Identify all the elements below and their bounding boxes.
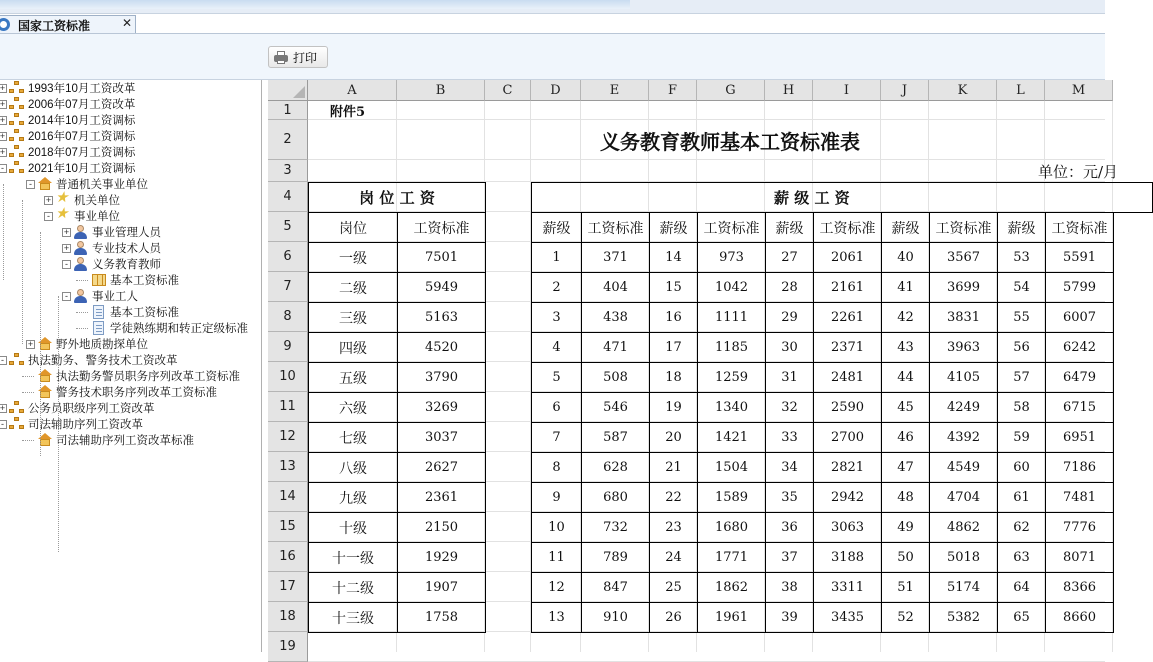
grade-level-cell[interactable]: 55 bbox=[997, 302, 1046, 333]
grade-wage-cell[interactable]: 4392 bbox=[929, 422, 998, 453]
row-header[interactable]: 14 bbox=[268, 482, 308, 512]
post-name-cell[interactable]: 四级 bbox=[308, 332, 398, 363]
table-icon bbox=[91, 273, 107, 287]
grade-wage-cell[interactable]: 2481 bbox=[813, 362, 882, 393]
grade-wage-cell[interactable]: 8071 bbox=[1045, 542, 1114, 573]
grade-wage-cell[interactable]: 8366 bbox=[1045, 572, 1114, 603]
grade-level-cell[interactable]: 9 bbox=[531, 482, 582, 513]
expand-icon[interactable]: + bbox=[0, 98, 6, 109]
tree-node[interactable] bbox=[0, 400, 155, 416]
grade-level-cell[interactable]: 45 bbox=[881, 392, 930, 423]
tree-node[interactable] bbox=[0, 128, 135, 144]
org-icon bbox=[9, 97, 25, 111]
grade-level-cell[interactable]: 15 bbox=[649, 272, 698, 303]
grade-level-cell[interactable]: 44 bbox=[881, 362, 930, 393]
print-button[interactable] bbox=[268, 46, 328, 68]
grade-wage-cell[interactable]: 508 bbox=[581, 362, 650, 393]
grade-wage-cell[interactable]: 471 bbox=[581, 332, 650, 363]
grade-level-cell[interactable]: 22 bbox=[649, 482, 698, 513]
grade-wage-cell[interactable]: 3063 bbox=[813, 512, 882, 543]
grade-level-cell[interactable]: 17 bbox=[649, 332, 698, 363]
tree-node-label: 事业工人 bbox=[92, 291, 138, 303]
grade-level-cell[interactable]: 8 bbox=[531, 452, 582, 483]
column-header[interactable]: F bbox=[649, 80, 697, 101]
collapse-icon[interactable]: - bbox=[26, 180, 35, 189]
post-wage-cell[interactable]: 1929 bbox=[397, 542, 486, 573]
tree-node-label: 事业单位 bbox=[74, 211, 120, 223]
grade-wage-cell[interactable]: 6479 bbox=[1045, 362, 1114, 393]
tree-node-label: 学徒熟练期和转正定级标准 bbox=[110, 323, 248, 335]
grade-wage-cell[interactable]: 438 bbox=[581, 302, 650, 333]
grade-wage-cell[interactable]: 1589 bbox=[697, 482, 766, 513]
row-header[interactable]: 8 bbox=[268, 302, 308, 332]
navigation-tree bbox=[0, 80, 262, 652]
grade-level-cell[interactable]: 5 bbox=[531, 362, 582, 393]
grade-level-cell[interactable]: 24 bbox=[649, 542, 698, 573]
expand-icon[interactable]: + bbox=[63, 226, 70, 237]
tab-national-wage-standard[interactable] bbox=[0, 15, 136, 33]
grade-wage-cell[interactable]: 847 bbox=[581, 572, 650, 603]
grade-wage-cell[interactable]: 2161 bbox=[813, 272, 882, 303]
grade-wage-cell[interactable]: 1340 bbox=[697, 392, 766, 423]
grade-level-cell[interactable]: 27 bbox=[765, 242, 814, 273]
grade-wage-cell[interactable]: 5174 bbox=[929, 572, 998, 603]
grade-level-cell[interactable]: 65 bbox=[997, 602, 1046, 633]
grade-wage-cell[interactable]: 8660 bbox=[1045, 602, 1114, 633]
top-strip bbox=[0, 0, 1105, 14]
tree-node-label: 1993年10月工资改革 bbox=[28, 83, 136, 95]
column-header[interactable]: D bbox=[531, 80, 581, 101]
tree-node-label: 2014年10月工资调标 bbox=[28, 115, 136, 127]
grade-wage-cell[interactable]: 4862 bbox=[929, 512, 998, 543]
grade-level-cell[interactable]: 50 bbox=[881, 542, 930, 573]
column-header[interactable]: L bbox=[997, 80, 1045, 101]
row-header[interactable]: 3 bbox=[268, 160, 308, 182]
grade-wage-cell[interactable]: 6242 bbox=[1045, 332, 1114, 363]
standard-column-header[interactable]: 工资标准 bbox=[1045, 212, 1114, 243]
expand-icon[interactable]: + bbox=[0, 402, 6, 413]
grade-level-cell[interactable]: 29 bbox=[765, 302, 814, 333]
post-name-cell[interactable]: 十二级 bbox=[308, 572, 398, 603]
grade-wage-cell[interactable]: 1185 bbox=[697, 332, 766, 363]
row-header[interactable]: 7 bbox=[268, 272, 308, 302]
grade-level-cell[interactable]: 13 bbox=[531, 602, 582, 633]
grade-level-cell[interactable]: 19 bbox=[649, 392, 698, 423]
tree-node[interactable] bbox=[0, 96, 135, 112]
expand-icon[interactable]: + bbox=[63, 242, 70, 253]
tab-bar bbox=[0, 14, 1105, 34]
column-header[interactable]: G bbox=[697, 80, 765, 101]
grade-level-cell[interactable]: 11 bbox=[531, 542, 582, 573]
tree-node-label: 2006年07月工资改革 bbox=[28, 99, 136, 111]
tree-node[interactable] bbox=[44, 205, 120, 224]
grade-wage-cell[interactable]: 1111 bbox=[697, 302, 766, 333]
grade-level-cell[interactable]: 2 bbox=[531, 272, 582, 303]
tree-node-label: 执法勤务警员职务序列改革工资标准 bbox=[56, 371, 240, 383]
expand-icon[interactable]: + bbox=[0, 114, 6, 125]
grade-wage-cell[interactable]: 732 bbox=[581, 512, 650, 543]
grade-level-cell[interactable]: 25 bbox=[649, 572, 698, 603]
tree-node[interactable] bbox=[26, 432, 194, 448]
tree-node[interactable] bbox=[0, 416, 143, 432]
grade-wage-cell[interactable]: 2700 bbox=[813, 422, 882, 453]
post-wage-cell[interactable]: 3037 bbox=[397, 422, 486, 453]
grade-wage-cell[interactable]: 3963 bbox=[929, 332, 998, 363]
grade-level-cell[interactable]: 39 bbox=[765, 602, 814, 633]
grade-wage-cell[interactable]: 6007 bbox=[1045, 302, 1114, 333]
grade-level-cell[interactable]: 35 bbox=[765, 482, 814, 513]
post-name-cell[interactable]: 九级 bbox=[308, 482, 398, 513]
tree-node[interactable] bbox=[0, 112, 135, 128]
tree-node[interactable] bbox=[62, 240, 161, 256]
row-header[interactable]: 18 bbox=[268, 602, 308, 632]
column-header[interactable]: M bbox=[1045, 80, 1113, 101]
grade-wage-cell[interactable]: 1259 bbox=[697, 362, 766, 393]
column-header[interactable]: E bbox=[581, 80, 649, 101]
grade-level-cell[interactable]: 21 bbox=[649, 452, 698, 483]
grade-level-cell[interactable]: 3 bbox=[531, 302, 582, 333]
grade-wage-cell[interactable]: 4549 bbox=[929, 452, 998, 483]
row-header[interactable]: 5 bbox=[268, 212, 308, 242]
grade-wage-cell[interactable]: 587 bbox=[581, 422, 650, 453]
grade-wage-cell[interactable]: 1771 bbox=[697, 542, 766, 573]
tree-node[interactable] bbox=[80, 320, 248, 336]
org-icon bbox=[9, 129, 25, 143]
standard-column-header[interactable]: 工资标准 bbox=[697, 212, 766, 243]
post-name-cell[interactable]: 十级 bbox=[308, 512, 398, 543]
tree-node[interactable] bbox=[0, 80, 135, 96]
grade-level-cell[interactable]: 64 bbox=[997, 572, 1046, 603]
org-icon bbox=[9, 401, 25, 415]
grade-wage-cell[interactable]: 2942 bbox=[813, 482, 882, 513]
post-name-cell[interactable]: 六级 bbox=[308, 392, 398, 423]
post-name-cell[interactable]: 八级 bbox=[308, 452, 398, 483]
tree-node[interactable] bbox=[62, 288, 138, 304]
grade-level-cell[interactable]: 4 bbox=[531, 332, 582, 363]
grade-level-cell[interactable]: 6 bbox=[531, 392, 582, 423]
collapse-icon[interactable]: - bbox=[62, 292, 71, 301]
post-wage-cell[interactable]: 4520 bbox=[397, 332, 486, 363]
column-header[interactable]: K bbox=[929, 80, 997, 101]
grade-level-cell[interactable]: 52 bbox=[881, 602, 930, 633]
post-name-cell[interactable]: 十三级 bbox=[308, 602, 398, 633]
grade-wage-cell[interactable]: 5382 bbox=[929, 602, 998, 633]
standard-column-header[interactable]: 工资标准 bbox=[581, 212, 650, 243]
tree-node-label: 公务员职级序列工资改革 bbox=[28, 403, 155, 415]
grade-wage-cell[interactable]: 789 bbox=[581, 542, 650, 573]
grade-level-cell[interactable]: 41 bbox=[881, 272, 930, 303]
standard-column-header[interactable]: 工资标准 bbox=[397, 212, 486, 243]
tree-node[interactable] bbox=[0, 160, 135, 176]
tree-node-label: 事业管理人员 bbox=[92, 227, 161, 239]
row-header[interactable]: 16 bbox=[268, 542, 308, 572]
tree-node[interactable] bbox=[26, 176, 148, 192]
tree-node-label: 2021年10月工资调标 bbox=[28, 163, 136, 175]
grade-wage-cell[interactable]: 5018 bbox=[929, 542, 998, 573]
column-header[interactable]: C bbox=[485, 80, 531, 101]
tree-node-label: 执法勤务、警务技术工资改革 bbox=[28, 355, 178, 367]
grade-wage-cell[interactable]: 3831 bbox=[929, 302, 998, 333]
grade-wage-cell[interactable]: 2371 bbox=[813, 332, 882, 363]
grade-wage-cell[interactable]: 1961 bbox=[697, 602, 766, 633]
column-header[interactable]: B bbox=[397, 80, 485, 101]
grade-level-cell[interactable]: 10 bbox=[531, 512, 582, 543]
toolbar bbox=[0, 34, 1105, 80]
grade-level-cell[interactable]: 14 bbox=[649, 242, 698, 273]
grade-level-cell[interactable]: 49 bbox=[881, 512, 930, 543]
tree-node[interactable] bbox=[0, 352, 178, 368]
tree-node[interactable] bbox=[80, 304, 179, 320]
doc-icon bbox=[91, 305, 107, 319]
grade-wage-cell[interactable]: 2590 bbox=[813, 392, 882, 423]
post-name-cell[interactable]: 一级 bbox=[308, 242, 398, 273]
org-icon bbox=[9, 145, 25, 159]
tree-node-label: 野外地质勘探单位 bbox=[56, 339, 148, 351]
post-column-header[interactable]: 岗位 bbox=[308, 212, 398, 243]
grade-wage-cell[interactable]: 404 bbox=[581, 272, 650, 303]
grade-wage-header[interactable]: 薪 级 工 资 bbox=[531, 182, 1153, 213]
grade-level-cell[interactable]: 59 bbox=[997, 422, 1046, 453]
grade-wage-cell[interactable]: 1042 bbox=[697, 272, 766, 303]
star-icon: ★ bbox=[55, 205, 69, 222]
post-wage-cell[interactable]: 7501 bbox=[397, 242, 486, 273]
row-header[interactable]: 1 bbox=[268, 101, 308, 120]
row-header[interactable]: 11 bbox=[268, 392, 308, 422]
tree-node-label: 警务技术职务序列改革工资标准 bbox=[56, 387, 217, 399]
grade-level-cell[interactable]: 43 bbox=[881, 332, 930, 363]
person-icon bbox=[73, 225, 89, 239]
grade-level-cell[interactable]: 20 bbox=[649, 422, 698, 453]
grade-level-cell[interactable]: 16 bbox=[649, 302, 698, 333]
grade-wage-cell[interactable]: 3435 bbox=[813, 602, 882, 633]
row-header[interactable]: 13 bbox=[268, 452, 308, 482]
person-icon bbox=[73, 289, 89, 303]
post-wage-cell[interactable]: 2361 bbox=[397, 482, 486, 513]
post-wage-header[interactable]: 岗 位 工 资 bbox=[308, 182, 486, 213]
org-icon bbox=[9, 81, 25, 95]
row-header[interactable]: 12 bbox=[268, 422, 308, 452]
grade-level-cell[interactable]: 46 bbox=[881, 422, 930, 453]
app-icon bbox=[0, 18, 10, 31]
grade-wage-cell[interactable]: 4249 bbox=[929, 392, 998, 423]
grade-level-cell[interactable]: 28 bbox=[765, 272, 814, 303]
star-icon: ★ bbox=[55, 189, 69, 206]
grade-wage-cell[interactable]: 5799 bbox=[1045, 272, 1114, 303]
grade-level-cell[interactable]: 36 bbox=[765, 512, 814, 543]
grade-level-cell[interactable]: 53 bbox=[997, 242, 1046, 273]
tree-node[interactable] bbox=[62, 224, 161, 240]
grade-level-cell[interactable]: 30 bbox=[765, 332, 814, 363]
print-label: 打印 bbox=[293, 50, 318, 65]
post-wage-cell[interactable]: 1758 bbox=[397, 602, 486, 633]
unit-label[interactable]: 单位：元/月 bbox=[1037, 162, 1118, 181]
standard-column-header[interactable]: 工资标准 bbox=[929, 212, 998, 243]
tab-label: 国家工资标准 bbox=[18, 19, 91, 33]
row-header[interactable]: 19 bbox=[268, 632, 308, 662]
grade-level-cell[interactable]: 63 bbox=[997, 542, 1046, 573]
grade-level-cell[interactable]: 18 bbox=[649, 362, 698, 393]
collapse-icon[interactable]: - bbox=[0, 164, 7, 173]
grade-level-cell[interactable]: 38 bbox=[765, 572, 814, 603]
post-wage-cell[interactable]: 1907 bbox=[397, 572, 486, 603]
select-all-corner[interactable] bbox=[268, 80, 308, 101]
grade-level-cell[interactable]: 32 bbox=[765, 392, 814, 423]
tree-node-label: 机关单位 bbox=[74, 195, 120, 207]
tree-node[interactable] bbox=[0, 144, 135, 160]
org-icon bbox=[9, 417, 25, 431]
grade-column-header[interactable]: 薪级 bbox=[531, 212, 582, 243]
post-name-cell[interactable]: 二级 bbox=[308, 272, 398, 303]
grade-level-cell[interactable]: 61 bbox=[997, 482, 1046, 513]
post-name-cell[interactable]: 十一级 bbox=[308, 542, 398, 573]
grade-wage-cell[interactable]: 7776 bbox=[1045, 512, 1114, 543]
expand-icon[interactable]: + bbox=[0, 82, 6, 93]
post-wage-cell[interactable]: 3269 bbox=[397, 392, 486, 423]
grade-wage-cell[interactable]: 2821 bbox=[813, 452, 882, 483]
tree-node-label: 2018年07月工资调标 bbox=[28, 147, 136, 159]
tree-node-label: 基本工资标准 bbox=[110, 307, 179, 319]
grade-level-cell[interactable]: 7 bbox=[531, 422, 582, 453]
grade-wage-cell[interactable]: 3699 bbox=[929, 272, 998, 303]
grade-level-cell[interactable]: 58 bbox=[997, 392, 1046, 423]
grade-level-cell[interactable]: 57 bbox=[997, 362, 1046, 393]
expand-icon[interactable]: + bbox=[0, 146, 6, 157]
grade-level-cell[interactable]: 12 bbox=[531, 572, 582, 603]
grade-level-cell[interactable]: 47 bbox=[881, 452, 930, 483]
grade-wage-cell[interactable]: 680 bbox=[581, 482, 650, 513]
sheet-title[interactable]: 义务教育教师基本工资标准表 bbox=[600, 129, 860, 154]
grade-column-header[interactable]: 薪级 bbox=[997, 212, 1046, 243]
grade-column-header[interactable]: 薪级 bbox=[881, 212, 930, 243]
grade-wage-cell[interactable]: 4704 bbox=[929, 482, 998, 513]
grade-level-cell[interactable]: 51 bbox=[881, 572, 930, 603]
grade-wage-cell[interactable]: 4105 bbox=[929, 362, 998, 393]
close-icon[interactable]: ✕ bbox=[122, 16, 133, 30]
org-icon bbox=[9, 113, 25, 127]
expand-icon[interactable]: + bbox=[27, 338, 34, 349]
attachment-label[interactable]: 附件5 bbox=[330, 105, 366, 120]
standard-column-header[interactable]: 工资标准 bbox=[813, 212, 882, 243]
row-header[interactable]: 4 bbox=[268, 182, 308, 212]
post-wage-cell[interactable]: 2627 bbox=[397, 452, 486, 483]
grade-level-cell[interactable]: 62 bbox=[997, 512, 1046, 543]
post-wage-cell[interactable]: 2150 bbox=[397, 512, 486, 543]
grade-wage-cell[interactable]: 1421 bbox=[697, 422, 766, 453]
row-header[interactable]: 6 bbox=[268, 242, 308, 272]
tree-node-label: 基本工资标准 bbox=[110, 275, 179, 287]
post-name-cell[interactable]: 三级 bbox=[308, 302, 398, 333]
org-icon bbox=[9, 161, 25, 175]
tree-node-label: 司法辅助序列工资改革标准 bbox=[56, 435, 194, 447]
grade-wage-cell[interactable]: 6951 bbox=[1045, 422, 1114, 453]
grade-wage-cell[interactable]: 628 bbox=[581, 452, 650, 483]
grade-level-cell[interactable]: 56 bbox=[997, 332, 1046, 363]
grade-wage-cell[interactable]: 2261 bbox=[813, 302, 882, 333]
grade-level-cell[interactable]: 31 bbox=[765, 362, 814, 393]
grade-level-cell[interactable]: 60 bbox=[997, 452, 1046, 483]
grade-level-cell[interactable]: 42 bbox=[881, 302, 930, 333]
column-header[interactable]: I bbox=[813, 80, 881, 101]
collapse-icon[interactable]: - bbox=[62, 260, 71, 269]
grade-wage-cell[interactable]: 1862 bbox=[697, 572, 766, 603]
collapse-icon[interactable]: - bbox=[44, 212, 53, 221]
column-header[interactable]: A bbox=[308, 80, 397, 101]
column-header[interactable]: H bbox=[765, 80, 813, 101]
doc-icon bbox=[91, 321, 107, 335]
expand-icon[interactable]: + bbox=[45, 194, 52, 205]
expand-icon[interactable]: + bbox=[0, 130, 6, 141]
row-header[interactable]: 17 bbox=[268, 572, 308, 602]
grade-level-cell[interactable]: 40 bbox=[881, 242, 930, 273]
grade-wage-cell[interactable]: 973 bbox=[697, 242, 766, 273]
tree-node[interactable] bbox=[80, 272, 179, 288]
grade-wage-cell[interactable]: 3311 bbox=[813, 572, 882, 603]
person-icon bbox=[73, 241, 89, 255]
row-header[interactable]: 2 bbox=[268, 120, 308, 160]
post-wage-cell[interactable]: 5163 bbox=[397, 302, 486, 333]
tree-node-label: 普通机关事业单位 bbox=[56, 179, 148, 191]
printer-icon bbox=[274, 51, 288, 64]
post-name-cell[interactable]: 七级 bbox=[308, 422, 398, 453]
row-header[interactable]: 10 bbox=[268, 362, 308, 392]
grade-level-cell[interactable]: 23 bbox=[649, 512, 698, 543]
row-header[interactable]: 15 bbox=[268, 512, 308, 542]
person-icon bbox=[73, 257, 89, 271]
grade-wage-cell[interactable]: 546 bbox=[581, 392, 650, 423]
grade-column-header[interactable]: 薪级 bbox=[649, 212, 698, 243]
grade-wage-cell[interactable]: 7481 bbox=[1045, 482, 1114, 513]
tree-node-label: 专业技术人员 bbox=[92, 243, 161, 255]
grade-wage-cell[interactable]: 5591 bbox=[1045, 242, 1114, 273]
grade-level-cell[interactable]: 26 bbox=[649, 602, 698, 633]
row-header[interactable]: 9 bbox=[268, 332, 308, 362]
post-wage-cell[interactable]: 3790 bbox=[397, 362, 486, 393]
grade-wage-cell[interactable]: 6715 bbox=[1045, 392, 1114, 423]
grade-wage-cell[interactable]: 910 bbox=[581, 602, 650, 633]
post-wage-cell[interactable]: 5949 bbox=[397, 272, 486, 303]
grade-wage-cell[interactable]: 7186 bbox=[1045, 452, 1114, 483]
tree-node-label: 义务教育教师 bbox=[92, 259, 161, 271]
grade-level-cell[interactable]: 33 bbox=[765, 422, 814, 453]
grade-level-cell[interactable]: 34 bbox=[765, 452, 814, 483]
tree-node-label: 2016年07月工资调标 bbox=[28, 131, 136, 143]
column-header[interactable]: J bbox=[881, 80, 929, 101]
tree-node[interactable] bbox=[62, 256, 161, 272]
collapse-icon[interactable]: - bbox=[0, 420, 7, 429]
grade-wage-cell[interactable]: 3567 bbox=[929, 242, 998, 273]
grade-wage-cell[interactable]: 371 bbox=[581, 242, 650, 273]
house-icon bbox=[37, 177, 53, 191]
org-icon bbox=[9, 353, 25, 367]
collapse-icon[interactable]: - bbox=[0, 356, 7, 365]
tree-node[interactable] bbox=[26, 336, 148, 352]
grade-column-header[interactable]: 薪级 bbox=[765, 212, 814, 243]
spreadsheet bbox=[268, 80, 1118, 654]
grade-level-cell[interactable]: 48 bbox=[881, 482, 930, 513]
grade-wage-cell[interactable]: 1680 bbox=[697, 512, 766, 543]
tree-node[interactable] bbox=[26, 384, 217, 400]
grade-level-cell[interactable]: 1 bbox=[531, 242, 582, 273]
grade-wage-cell[interactable]: 2061 bbox=[813, 242, 882, 273]
tree-node-label: 司法辅助序列工资改革 bbox=[28, 419, 143, 431]
grade-level-cell[interactable]: 37 bbox=[765, 542, 814, 573]
grade-level-cell[interactable]: 54 bbox=[997, 272, 1046, 303]
post-name-cell[interactable]: 五级 bbox=[308, 362, 398, 393]
grade-wage-cell[interactable]: 3188 bbox=[813, 542, 882, 573]
grade-wage-cell[interactable]: 1504 bbox=[697, 452, 766, 483]
